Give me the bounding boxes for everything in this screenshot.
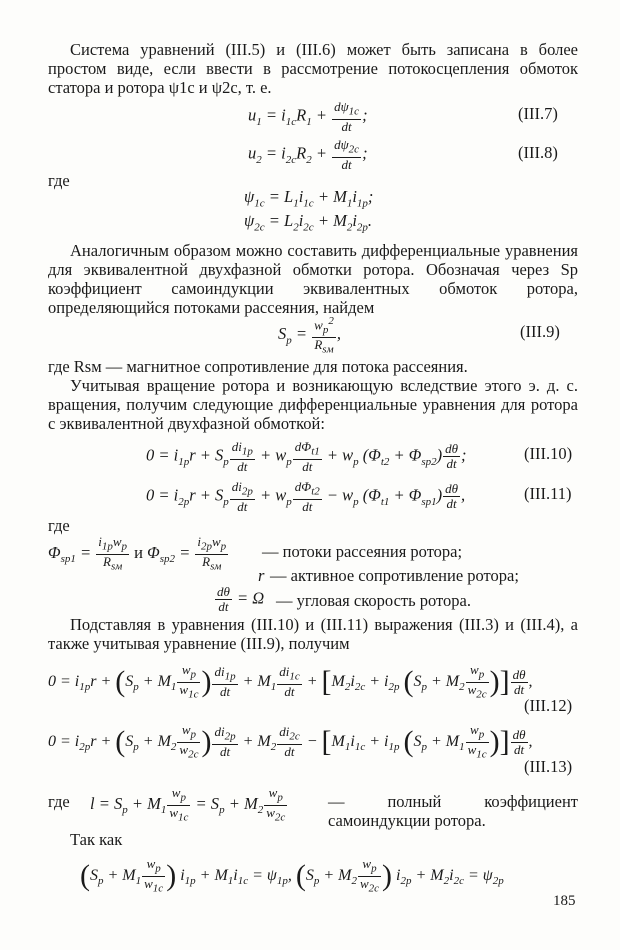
flux-definitions: $\Phi_{sp1}$ = $\frac{i_{1р}w_р}{R_{sм}}$ и $\Phi_{sp2}$ = $\frac{i_{2р}w_р}{R_{sм}}$ <box>48 534 227 573</box>
paragraph-rotation: Учитывая вращение ротора и возникающую вследствие этого э. д. с. вращения, получим следующие дифференциальные уравнения для ротора с эквивалентной двухфазной обмоткой: <box>48 376 578 433</box>
equation-iii-13: $0 = i_{2р}r + (S_р + M_2$ $\frac{w_р}{w_{2с}}$ ) $\frac{di_{2р}}{dt}$ + $M_2$ $\frac{di_{2с}}{dt}$ − [$M_1i_{1с} + i_{1р}$ ($S_р + M_1$ $\frac{w_р}{w_{1с}}$ )] $\frac{d\theta}{dt}$ , <box>48 722 533 761</box>
intro-paragraph: Система уравнений (III.5) и (III.6) может быть записана в более простом виде, если ввести в рассмотрение потокосцепления обмоток статора и ротора ψ1с и ψ2с, т. е. <box>48 40 578 97</box>
equation-l: $l = S_р + M_1$ $\frac{w_р}{w_{1с}}$ = $S_р + M_2$ $\frac{w_р}{w_{2с}}$ <box>90 785 286 824</box>
equation-iii-7: $u_1 = i_{1с}R_1$ + $\frac{d\psi_{1с}}{dt}$ ; <box>248 99 368 134</box>
equation-number: (III.9) <box>520 322 560 341</box>
paragraph-substitution: Подставляя в уравнения (III.10) и (III.11) выражения (III.3) и (III.4), а также учитывая уравнение (III.9), получим <box>48 615 578 653</box>
symbol-r: r <box>258 566 265 585</box>
since-label: Так как <box>70 830 123 849</box>
r-description: — активное сопротивление ротора; <box>270 566 519 585</box>
equation-psi2: $\psi_{2с} = L_2i_{2с} + M_2i_{2р}$. <box>244 211 373 234</box>
equation-iii-10: $0 = i_{1р}r + S_р$ $\frac{di_{1р}}{dt}$ + $w_р$ $\frac{d\Phi_{t1}}{dt}$ + $w_р$ $(\Phi_{t2} + \Phi_{sp2})$ $\frac{d\theta}{dt}$ ; <box>146 439 467 474</box>
equation-iii-8: $u_2 = i_{2с}R_2$ + $\frac{d\psi_{2с}}{dt}$ ; <box>248 137 368 172</box>
equation-iii-12: $0 = i_{1р}r + (S_р + M_1$ $\frac{w_р}{w_{1с}}$ ) $\frac{di_{1р}}{dt}$ + $M_1$ $\frac{di_{1с}}{dt}$ + [$M_2i_{2с} + i_{2р}$ ($S_р + M_2$ $\frac{w_р}{w_{2с}}$ )] $\frac{d\theta}{dt}$ , <box>48 662 533 701</box>
equation-psi1: $\psi_{1с} = L_1i_{1с} + M_1i_{1р}$; <box>244 187 374 210</box>
paragraph-rotor: Аналогичным образом можно составить дифференциальные уравнения для эквивалентной двухфазной обмотки ротора. Обозначая через Sр коэффициент самоиндукции эквивалентных обмоток ротора, определяющийся потоками рассеяния, найдем <box>48 241 578 317</box>
equation-final: ($S_р + M_1$ $\frac{w_р}{w_{1с}}$ ) $i_{1р} + M_1i_{1с} = \psi_{1р}$, ($S_р + M_2$ $\frac{w_р}{w_{2с}}$ ) $i_{2р} + M_2i_{2с} = \psi_{2р}$ <box>80 856 504 895</box>
flux-description: — потоки рассеяния ротора; <box>262 542 463 561</box>
equation-number: (III.8) <box>518 143 558 162</box>
equation-number: (III.7) <box>518 104 558 123</box>
equation-iii-11: $0 = i_{2р}r + S_р$ $\frac{di_{2р}}{dt}$ + $w_р$ $\frac{d\Phi_{t2}}{dt}$ − $w_р$ $(\Phi_{t1} + \Phi_{sp1})$ $\frac{d\theta}{dt}$ , <box>146 479 466 514</box>
equation-number: (III.13) <box>524 757 573 776</box>
page-number: 185 <box>553 893 576 909</box>
omega-definition: $\frac{d\theta}{dt}$ = Ω <box>217 584 265 614</box>
equation-number: (III.11) <box>524 484 572 503</box>
where-label: где <box>48 516 70 535</box>
where-label: где <box>48 792 70 811</box>
equation-iii-9: $S_р$ = $\frac{w_р^2}{R_{sм}}$ , <box>278 315 341 356</box>
where-label: где <box>48 171 70 190</box>
equation-number: (III.12) <box>524 696 573 715</box>
omega-description: — угловая скорость ротора. <box>276 591 471 610</box>
l-description: — полный коэффициент самоиндукции ротора. <box>328 792 578 830</box>
equation-number: (III.10) <box>524 444 573 463</box>
rsm-note: где Rsм — магнитное сопротивление для потока рассеяния. <box>48 357 468 376</box>
